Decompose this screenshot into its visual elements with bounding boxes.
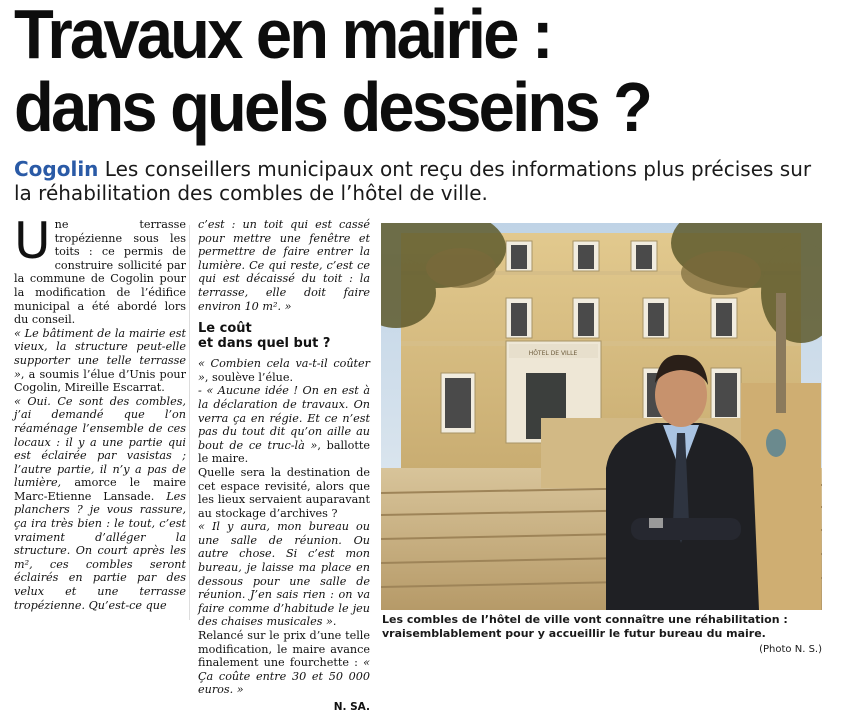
quote: - « Aucune idée ! On en est à la déclaration de travaux. On verra ça en régie. Et ce n’est pas du tout dit qu’on aille au bout de ce truc-là » [198, 384, 370, 452]
deck-kicker: Cogolin [14, 157, 99, 181]
column-divider [189, 225, 190, 620]
paragraph-3 [14, 395, 186, 613]
quote: « Oui. Ce sont des combles, j’ai demandé que l’on réaménage l’ensemble de ces locaux : il y a une partie qui est éclairée par vasistas ; l’autre partie, il n’y a pas de lumière, [14, 394, 186, 490]
caption-text: Les combles de l’hôtel de ville vont connaître une réhabilitation : vraisemblablement pour y accueillir le futur bureau du maire. [382, 613, 788, 640]
photo-illustration [381, 223, 822, 610]
paragraph-6: Quelle sera la destination de cet espace revisité, alors que les lieux servaient auparavant au stockage d’archives ? [198, 465, 370, 520]
byline: N. SA. [333, 701, 370, 713]
paragraph-text: amorce le maire Marc-Etienne Lansade. [14, 476, 186, 503]
paragraph-7: « Il y aura, mon bureau ou une salle de réunion. Ou autre chose. Si c’est mon bureau, je laisse ma place en dessous pour une salle de réunion. J’en sais rien : on va faire comme d’habitude le jeu des chaises musicales ». [198, 520, 370, 629]
photo-caption [382, 613, 822, 657]
headline [14, 0, 786, 144]
subhead [198, 321, 370, 351]
article-column-1 [14, 212, 186, 612]
paragraph-text: Relancé sur le prix d’une telle modification, le maire avance finalement une fourchette : [198, 629, 370, 670]
paragraph-5 [198, 384, 370, 466]
quote: « Combien cela va-t-il coûter » [198, 357, 370, 384]
paragraph-4 [198, 357, 370, 384]
subhead-line-2: et dans quel but ? [198, 336, 331, 352]
quote: « Ça coûte entre 30 et 50 000 euros. » [198, 656, 370, 697]
paragraph-8 [198, 629, 370, 697]
paragraph-3-continued: c’est : un toit qui est cassé pour mettre une fenêtre et permettre de faire entrer la lumière. Ce qui reste, c’est ce qui est décaissé du toit : la terrasse, elle doit faire environ 10 m². » [198, 218, 370, 313]
headline-line-1: Travaux en mairie : [14, 0, 551, 73]
drop-cap: U [14, 212, 51, 270]
paragraph-1-text: ne terrasse tropézienne sous les toits : ce permis de construire sollicité par la commune de Cogolin pour la modification de l’édifice municipal a été abordé lors du conseil. [14, 218, 186, 327]
photo-credit: (Photo N. S.) [759, 644, 822, 655]
paragraph-text: , ballotte le maire. [198, 438, 370, 466]
quote: Les planchers ? je vous rassure, ça ira très bien : le tout, c’est vraiment d’alléger la structure. On court après les m², ces combles seront éclairés en partie par des velux et une terrasse tropézienne. Qu’est-ce que [14, 489, 186, 612]
deck-text: Les conseillers municipaux ont reçu des informations plus précises sur la réhabilitation des combles de l’hôtel de ville. [14, 157, 812, 205]
paragraph-2 [14, 327, 186, 395]
headline-line-2: dans quels desseins ? [14, 68, 651, 146]
photo-town-hall [381, 223, 822, 610]
paragraph-1 [14, 212, 186, 327]
paragraph-text: , soulève l’élue. [204, 370, 294, 384]
article-column-2 [198, 218, 370, 715]
paragraph-text: , a soumis l’élue d’Unis pour Cogolin, Mireille Escarrat. [14, 367, 186, 395]
deck [14, 157, 834, 205]
photo-sign-text: HÔTEL DE VILLE [528, 350, 578, 357]
quote: « Le bâtiment de la mairie est vieux, la structure peut-elle supporter une telle terrasse » [14, 326, 186, 381]
subhead-line-1: Le coût [198, 321, 252, 337]
